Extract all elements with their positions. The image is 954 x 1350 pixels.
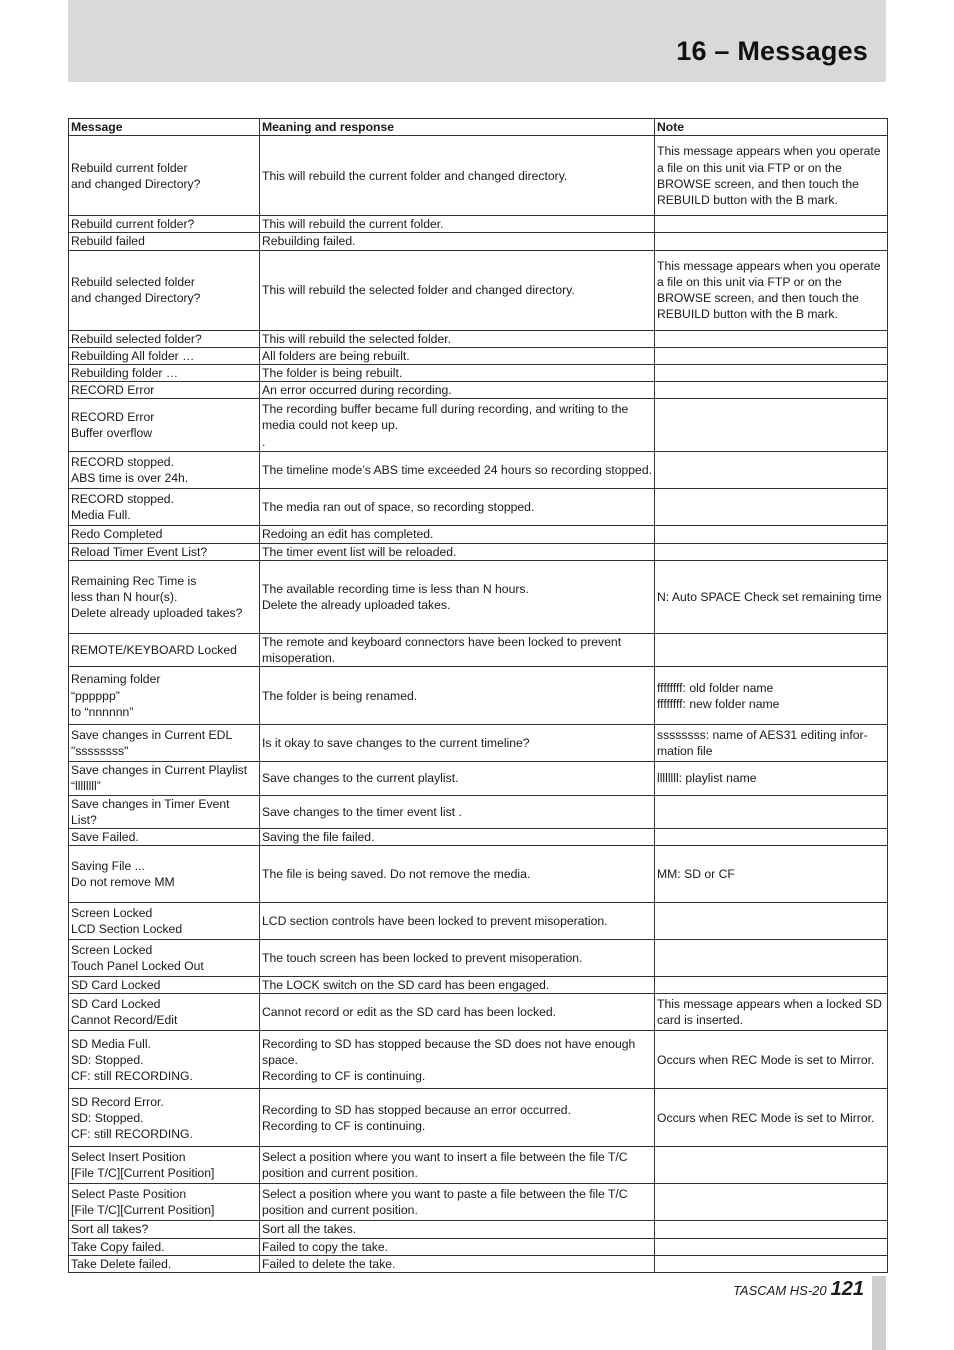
column-header-message: Message [69,119,260,136]
meaning-cell [260,399,655,452]
meaning-cell [260,846,655,903]
message-cell [69,365,260,382]
meaning-cell [260,1221,655,1238]
note-cell [655,633,888,666]
meaning-cell [260,216,655,233]
page-title: 16 – Messages [676,36,868,66]
note-cell [655,1238,888,1255]
meaning-cell-text: This will rebuild the selected folder and changed directory. [262,283,575,297]
message-cell-text: Take Delete failed. [71,1256,172,1271]
table-row [69,382,888,399]
message-cell-text: REMOTE/KEYBOARD Locked [71,642,237,657]
table-row [69,1089,888,1147]
message-cell [69,977,260,994]
message-cell [69,633,260,666]
meaning-cell-text: Failed to delete the take. [262,1256,396,1271]
message-cell-text: Rebuild failed [71,234,145,249]
note-cell [655,795,888,828]
message-cell [69,1184,260,1221]
meaning-cell-text: Recording to SD has stopped because an error occurred. Recording to CF is continuing. [262,1102,571,1133]
message-cell-text: RECORD Error [71,383,155,398]
meaning-cell-text: The LOCK switch on the SD card has been engaged. [262,978,550,993]
meaning-cell-text: The timer event list will be reloaded. [262,544,457,559]
note-cell [655,347,888,364]
meaning-cell [260,725,655,762]
message-cell-text: Remaining Rec Time is less than N hour(s). Delete already uploaded takes? [71,573,243,620]
meaning-cell-text: This will rebuild the selected folder. [262,331,452,346]
note-cell [655,526,888,543]
message-cell-text: Sort all takes? [71,1222,149,1237]
note-cell-text: This message appears when you operate a file on this unit via FTP or on the BROWSE screen, and then touch the REBUILD button with the B mark. [657,144,881,207]
meaning-cell-text: This will rebuild the current folder and changed directory. [262,168,568,183]
message-cell-text: Screen Locked Touch Panel Locked Out [71,943,204,974]
side-tab [872,1276,886,1350]
table-row [69,452,888,489]
meaning-cell [260,940,655,977]
table-row [69,233,888,250]
table-row [69,762,888,795]
meaning-cell [260,452,655,489]
table-header-row [69,119,888,136]
meaning-cell [260,1255,655,1272]
message-cell [69,795,260,828]
note-cell [655,1255,888,1272]
note-cell [655,1221,888,1238]
note-cell [655,1089,888,1147]
message-cell [69,940,260,977]
note-cell-text: Occurs when REC Mode is set to Mirror. [657,1110,875,1125]
meaning-cell [260,633,655,666]
message-cell-text: RECORD stopped. ABS time is over 24h. [71,455,189,486]
message-cell [69,136,260,216]
meaning-cell [260,543,655,560]
message-cell-text: Select Insert Position [File T/C][Current Position] [71,1150,215,1181]
note-cell [655,846,888,903]
meaning-cell-text: Select a position where you want to insert a file between the file T/C position and current position. [262,1150,628,1181]
meaning-cell-text: The touch screen has been locked to prevent misoperation. [262,951,583,966]
meaning-cell-text: The available recording time is less than N hours. Delete the already uploaded takes. [262,581,529,612]
table-row [69,667,888,725]
meaning-cell-text: The remote and keyboard connectors have been locked to prevent misoperation. [262,634,622,666]
message-cell [69,1089,260,1147]
message-cell-text: Saving File ... Do not remove MM [71,859,175,890]
meaning-cell [260,1147,655,1184]
message-cell-text: RECORD Error Buffer overflow [71,410,155,441]
note-cell [655,667,888,725]
note-cell [655,330,888,347]
message-cell [69,829,260,846]
table-row [69,399,888,452]
meaning-cell [260,250,655,330]
note-cell [655,489,888,526]
note-cell-text: This message appears when you operate a file on this unit via FTP or on the BROWSE screen, and then touch the REBUILD button with the B mark. [657,258,881,322]
table-row [69,846,888,903]
note-cell [655,452,888,489]
meaning-cell [260,489,655,526]
message-cell [69,382,260,399]
model-name: TASCAM HS-20 [732,1283,827,1298]
message-cell [69,560,260,633]
table-row [69,216,888,233]
meaning-cell-text: The recording buffer became full during recording, and writing to the media could not keep up. . [262,402,629,449]
note-cell [655,1147,888,1184]
note-cell [655,560,888,633]
table-row [69,1031,888,1089]
message-cell [69,762,260,795]
message-cell-text: Screen Locked LCD Section Locked [71,906,183,937]
meaning-cell-text: LCD section controls have been locked to prevent misoperation. [262,914,608,929]
table-row [69,560,888,633]
message-cell-text: SD Card Locked Cannot Record/Edit [71,997,178,1028]
meaning-cell-text: The file is being saved. Do not remove the media. [262,867,531,882]
table-row [69,543,888,560]
note-cell [655,977,888,994]
message-cell-text: SD Record Error. SD: Stopped. CF: still RECORDING. [71,1094,193,1142]
note-cell [655,233,888,250]
note-cell [655,543,888,560]
table-row [69,1255,888,1272]
table-row [69,330,888,347]
message-cell [69,667,260,725]
table-row [69,977,888,994]
message-cell-text: Save Failed. [71,830,139,845]
column-header-note: Note [655,119,888,136]
message-cell-text: RECORD stopped. Media Full. [71,492,174,523]
note-cell-text: ffffffff: old folder name ffffffff: new folder name [657,680,780,711]
note-cell-text: llllllll: playlist name [657,771,757,786]
note-cell [655,903,888,940]
meaning-cell [260,762,655,795]
message-cell-text: Renaming folder “pppppp” to “nnnnnn” [71,672,161,719]
message-cell [69,399,260,452]
message-cell-text: Rebuilding folder … [71,366,179,381]
table-row [69,633,888,666]
meaning-cell [260,795,655,828]
meaning-cell [260,1238,655,1255]
note-cell [655,829,888,846]
message-cell-text: SD Media Full. SD: Stopped. CF: still RECORDING. [71,1036,193,1084]
meaning-cell-text: Rebuilding failed. [262,234,356,249]
meaning-cell [260,136,655,216]
note-cell [655,725,888,762]
message-cell-text: Rebuild selected folder and changed Directory? [71,274,201,306]
meaning-cell-text: Save changes to the timer event list . [262,804,462,819]
message-cell [69,846,260,903]
meaning-cell-text: Select a position where you want to paste a file between the file T/C position and current position. [262,1187,628,1218]
table-row [69,725,888,762]
message-cell [69,347,260,364]
message-cell [69,1238,260,1255]
meaning-cell-text: Saving the file failed. [262,830,375,845]
message-cell [69,526,260,543]
meaning-cell-text: Redoing an edit has completed. [262,527,434,542]
meaning-cell [260,903,655,940]
message-cell-text: Save changes in Timer Event List? [71,796,230,827]
message-cell [69,216,260,233]
table-row [69,136,888,216]
message-cell-text: Rebuilding All folder … [71,348,195,363]
note-cell-text: This message appears when a locked SD card is inserted. [657,997,882,1028]
meaning-cell-text: Recording to SD has stopped because the SD does not have enough space. Recording to CF is continuing. [262,1036,636,1084]
messages-table [68,118,888,1273]
meaning-cell-text: The media ran out of space, so recording stopped. [262,500,535,515]
message-cell-text: Redo Completed [71,527,163,542]
meaning-cell-text: This will rebuild the current folder. [262,217,444,232]
message-cell [69,452,260,489]
table-row [69,1147,888,1184]
message-cell-text: Save changes in Current Playlist “llllllll” [71,763,248,794]
message-cell [69,725,260,762]
page-number: 121 [830,1278,864,1300]
meaning-cell [260,994,655,1031]
table-row [69,1238,888,1255]
meaning-cell-text: The timeline mode’s ABS time exceeded 24 hours so recording stopped. [262,463,652,478]
meaning-cell-text: All folders are being rebuilt. [262,348,410,363]
table-row [69,1184,888,1221]
message-cell [69,250,260,330]
note-cell [655,762,888,795]
meaning-cell-text: Save changes to the current playlist. [262,771,459,786]
note-cell-text: N: Auto SPACE Check set remaining time [657,589,882,604]
table-row [69,940,888,977]
message-cell-text: Reload Timer Event List? [71,544,208,559]
message-cell-text: Rebuild selected folder? [71,331,202,346]
meaning-cell-text: The folder is being renamed. [262,688,418,703]
message-cell [69,543,260,560]
meaning-cell [260,233,655,250]
note-cell [655,1184,888,1221]
note-cell-text: MM: SD or CF [657,867,735,882]
table-row [69,489,888,526]
note-cell [655,216,888,233]
meaning-cell [260,1031,655,1089]
note-cell [655,250,888,330]
meaning-cell [260,330,655,347]
table-row [69,829,888,846]
meaning-cell [260,1184,655,1221]
meaning-cell [260,526,655,543]
message-cell [69,1255,260,1272]
table-row [69,347,888,364]
table-body [69,136,888,1273]
meaning-cell-text: Sort all the takes. [262,1222,357,1237]
note-cell [655,1031,888,1089]
meaning-cell [260,829,655,846]
message-cell [69,330,260,347]
meaning-cell-text: An error occurred during recording. [262,383,452,398]
table-row [69,526,888,543]
meaning-cell [260,365,655,382]
message-cell [69,233,260,250]
note-cell-text: ssssssss: name of AES31 editing infor-mation file [657,728,868,759]
message-cell-text: SD Card Locked [71,978,161,993]
meaning-cell-text: The folder is being rebuilt. [262,366,403,381]
note-cell [655,136,888,216]
note-cell [655,994,888,1031]
message-cell [69,489,260,526]
message-cell-text: Save changes in Current EDL "ssssssss" [71,728,233,759]
meaning-cell [260,667,655,725]
message-cell [69,1147,260,1184]
meaning-cell-text: Cannot record or edit as the SD card has been locked. [262,1005,557,1020]
meaning-cell-text: Failed to copy the take. [262,1239,389,1254]
message-cell [69,994,260,1031]
note-cell [655,365,888,382]
message-cell [69,903,260,940]
meaning-cell [260,347,655,364]
message-cell-text: Rebuild current folder? [71,217,195,232]
message-cell [69,1031,260,1089]
meaning-cell [260,560,655,633]
table-row [69,795,888,828]
page-footer [733,1278,864,1301]
note-cell-text: Occurs when REC Mode is set to Mirror. [657,1052,875,1067]
message-cell-text: Take Copy failed. [71,1239,165,1254]
meaning-cell-text: Is it okay to save changes to the current timeline? [262,736,530,751]
table-row [69,994,888,1031]
table-row [69,365,888,382]
header-band [68,0,886,82]
table-row [69,250,888,330]
table-row [69,1221,888,1238]
meaning-cell [260,1089,655,1147]
message-cell-text: Select Paste Position [File T/C][Current Position] [71,1187,215,1218]
column-header-meaning: Meaning and response [260,119,655,136]
meaning-cell [260,382,655,399]
table-row [69,903,888,940]
message-cell [69,1221,260,1238]
note-cell [655,382,888,399]
message-cell-text: Rebuild current folder and changed Directory? [71,160,201,191]
note-cell [655,399,888,452]
note-cell [655,940,888,977]
meaning-cell [260,977,655,994]
